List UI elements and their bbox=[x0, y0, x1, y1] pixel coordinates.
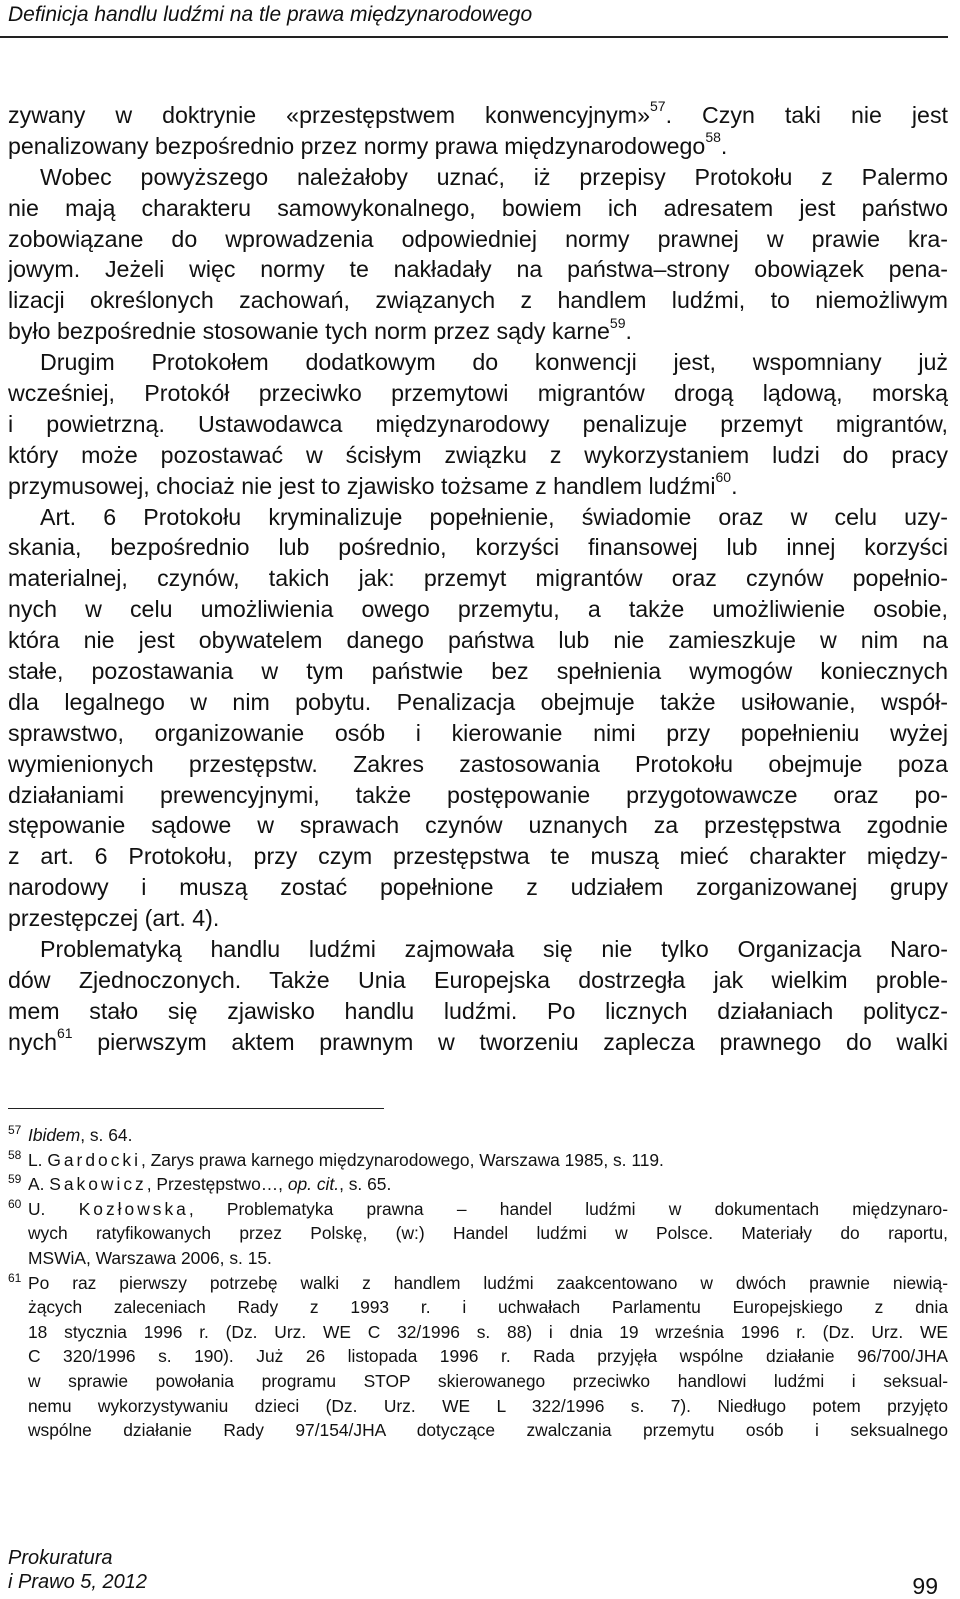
footnote-60: 60 U. Kozłowska, Problematyka prawna – handel ludźmi w dokumentach międzynaro- bbox=[8, 1196, 948, 1219]
text-line: lizacji określonych zachowań, związanych z handlem ludźmi, to niemożliwym bbox=[8, 287, 948, 314]
text-line: Wobec powyższego należałoby uznać, iż przepisy Protokołu z Palermo bbox=[40, 163, 948, 190]
text-line: było bezpośrednie stosowanie tych norm przez sądy karne$^{59}$. bbox=[8, 314, 632, 345]
footnote-61-line: C 320/1996 s. 190). Już 26 listopada 1996 r. Rada przyjęła wspólne działanie 96/700/JHA bbox=[28, 1346, 948, 1367]
header-rule bbox=[0, 36, 948, 38]
footnote-ref[interactable]: 59 bbox=[609, 314, 626, 331]
footnote-61-line: żących zaleceniach Rady z 1993 r. i uchwałach Parlamentu Europejskiego z dnia bbox=[28, 1297, 948, 1318]
text-line: wcześniej, Protokół przeciwko przemytowi migrantów drogą lądową, morską bbox=[8, 380, 948, 407]
footnote-ref[interactable]: 58 bbox=[705, 129, 721, 146]
text-line: przymusowej, chociaż nie jest to zjawisko tożsame z handlem ludźmi$^{60}$. bbox=[8, 468, 738, 499]
text-line: dla legalnego w nim pobytu. Penalizacja obejmuje także usiłowanie, współ- bbox=[8, 688, 948, 715]
page-number: 99 bbox=[912, 1573, 938, 1599]
text-line: który może pozostawać w ścisłym związku z wykorzystaniem ludzi do pracy bbox=[8, 441, 948, 468]
text-line: nych w celu umożliwienia owego przemytu, a także umożliwienie osobie, bbox=[8, 596, 948, 623]
footnote-57: 57 Ibidem, s. 64. bbox=[8, 1123, 133, 1145]
text-line: zywany w doktrynie «przestępstwem konwencyjnym»$^{57}$. Czyn taki nie jest bbox=[8, 100, 948, 128]
text-line: dów Zjednoczonych. Także Unia Europejska dostrzegła jak wielkim proble- bbox=[8, 966, 948, 993]
text-line: stałe, pozostawania w tym państwie bez spełnienia wymogów koniecznych bbox=[8, 658, 948, 685]
text-line: z art. 6 Protokołu, przy czym przestępstwa te muszą mieć charakter między- bbox=[8, 843, 948, 870]
footnote-61-line: 18 stycznia 1996 r. (Dz. Urz. WE C 32/1996 s. 88) i dnia 19 września 1996 r. (Dz. Urz. WE bbox=[28, 1321, 948, 1342]
text-line: wymienionych przestępstw. Zakres zastosowania Protokołu obejmuje poza bbox=[8, 750, 948, 777]
text-line: Art. 6 Protokołu kryminalizuje popełnienie, świadomie oraz w celu uzy- bbox=[40, 503, 948, 530]
text-line: i powietrzną. Ustawodawca międzynarodowy penalizuje przemyt migrantów, bbox=[8, 410, 948, 437]
footnotes bbox=[8, 1123, 948, 1443]
footnote-59: 59 A. Sakowicz, Przestępstwo…, op. cit., s. 65. bbox=[8, 1172, 392, 1195]
footnote-61-line: nemu wykorzystywaniu dzieci (Dz. Urz. WE L 322/1996 s. 7). Niedługo potem przyjęto bbox=[28, 1395, 948, 1416]
text-line: działaniami prewencyjnymi, także postępowanie przygotowawcze oraz po- bbox=[8, 781, 948, 808]
text-line: która nie jest obywatelem danego państwa lub nie zamieszkuje w nim na bbox=[8, 627, 948, 654]
footnote-rule bbox=[8, 1108, 384, 1109]
footnote-ref[interactable]: 61 bbox=[56, 1026, 73, 1041]
text-line: nie mają charakteru samowykonalnego, bowiem ich adresatem jest państwo bbox=[8, 194, 948, 221]
main-text bbox=[8, 100, 948, 1058]
text-line: materialnej, czynów, takich jak: przemyt migrantów oraz czynów popełnio- bbox=[8, 565, 948, 592]
text-line: skania, bezpośrednio lub pośrednio, korzyści finansowej lub innej korzyści bbox=[8, 534, 948, 561]
footnote-61-line: wspólne działanie Rady 97/154/JHA dotyczące zwalczania przemytu osób i seksualnego bbox=[28, 1420, 948, 1441]
text-line: sprawstwo, organizowanie osób i kierowanie nimi przy popełnieniu wyżej bbox=[8, 719, 948, 746]
journal-name: Prokuratura i Prawo 5, 2012 bbox=[8, 1547, 147, 1593]
running-title: Definicja handlu ludźmi na tle prawa międzynarodowego bbox=[8, 3, 533, 26]
text-line: penalizowany bezpośrednio przez normy prawa międzynarodowego$^{58}$. bbox=[8, 129, 728, 159]
footnote-60-line: wych ratyfikowanych przez Polskę, (w:) Handel ludźmi w Polsce. Materiały do raportu, bbox=[28, 1223, 948, 1244]
footnote-ref[interactable]: 57 bbox=[649, 100, 666, 115]
footnote-58: 58 L. Gardocki, Zarys prawa karnego międzynarodowego, Warszawa 1985, s. 119. bbox=[8, 1147, 664, 1170]
footnote-ref[interactable]: 60 bbox=[715, 468, 732, 485]
text-line: mem stało się zjawisko handlu ludźmi. Po licznych działaniach politycz- bbox=[8, 997, 948, 1024]
text-line: nych$^{61}$ pierwszym aktem prawnym w tworzeniu zaplecza prawnego do walki bbox=[8, 1026, 948, 1055]
footnote-60-line: MSWiA, Warszawa 2006, s. 15. bbox=[28, 1247, 272, 1268]
text-line: stępowanie sądowe w sprawach czynów uznanych za przestępstwa zgodnie bbox=[8, 812, 948, 839]
text-line: zobowiązane do wprowadzenia odpowiedniej normy prawnej w prawie kra- bbox=[8, 225, 948, 252]
text-line: jowym. Jeżeli więc normy te nakładały na państwa–strony obowiązek pena- bbox=[8, 256, 948, 283]
text-line: narodowy i muszą zostać popełnione z udziałem zorganizowanej grupy bbox=[8, 874, 948, 901]
text-line: Problematyką handlu ludźmi zajmowała się nie tylko Organizacja Naro- bbox=[40, 936, 948, 963]
text-line: Drugim Protokołem dodatkowym do konwencji jest, wspomniany już bbox=[40, 349, 948, 376]
text-line: przestępczej (art. 4). bbox=[8, 905, 220, 932]
footnote-61-line: w sprawie powołania programu STOP skierowanego przeciwko handlowi ludźmi i seksual- bbox=[28, 1370, 948, 1391]
footnote-61: 61 Po raz pierwszy potrzebę walki z handlem ludźmi zaakcentowano w dwóch prawnie niewią- bbox=[8, 1270, 948, 1293]
